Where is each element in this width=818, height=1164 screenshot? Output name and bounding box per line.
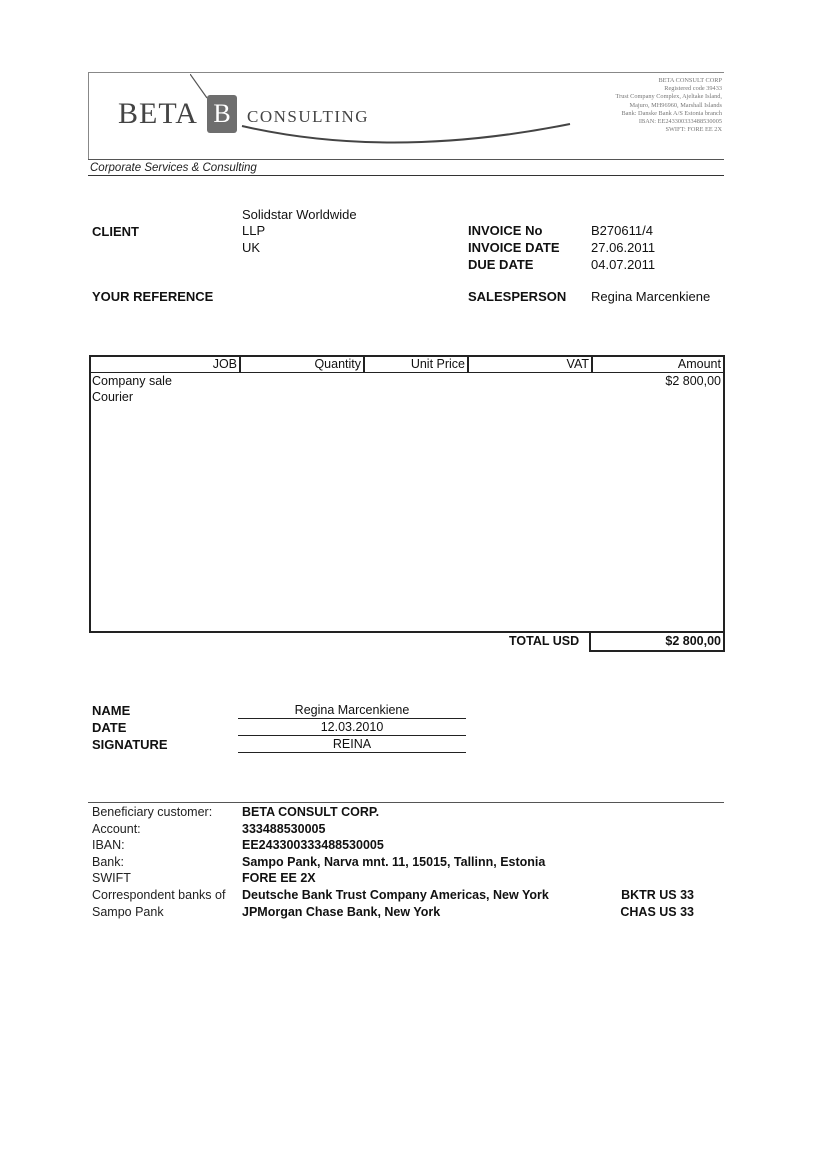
bank-value: BETA CONSULT CORP. <box>242 805 380 819</box>
signature-date: 12.03.2010 <box>320 720 384 734</box>
column-header-unit-price: Unit Price <box>365 357 469 373</box>
due-date-label: DUE DATE <box>468 257 534 272</box>
table-row-job: Company sale <box>92 374 172 388</box>
total-label: TOTAL USD <box>509 634 580 648</box>
signatory-name: Regina Marcenkiene <box>294 703 410 717</box>
bank-label: Beneficiary customer: <box>92 805 213 819</box>
invoice-number-label: INVOICE No <box>468 223 543 238</box>
bank-value: JPMorgan Chase Bank, New York <box>242 905 441 919</box>
due-date: 04.07.2011 <box>591 257 656 272</box>
bank-divider <box>88 802 724 803</box>
invoice-number: B270611/4 <box>591 223 653 238</box>
table-row-amount: $2 800,00 <box>665 374 721 388</box>
client-line: LLP <box>242 223 266 238</box>
signature-underline <box>238 752 466 753</box>
column-header-vat: VAT <box>469 357 593 373</box>
header-info-line: Majuro, MH96960, Marshall Islands <box>629 101 722 109</box>
salesperson-label: SALESPERSON <box>468 289 567 304</box>
bank-value: Sampo Pank, Narva mnt. 11, 15015, Tallinn, Estonia <box>242 855 546 869</box>
column-header-job: JOB <box>91 357 241 373</box>
signature-value: REINA <box>332 737 372 751</box>
header-divider <box>88 175 724 176</box>
date-label: DATE <box>92 720 127 735</box>
name-underline <box>238 718 466 719</box>
items-table <box>89 355 725 633</box>
header-divider <box>88 159 724 160</box>
client-line: Solidstar Worldwide <box>242 207 357 222</box>
bank-label: IBAN: <box>92 838 125 852</box>
bank-value: 333488530005 <box>242 822 326 836</box>
company-tagline: Corporate Services & Consulting <box>90 162 257 174</box>
bank-value: EE243300333488530005 <box>242 838 384 852</box>
header-info-line: Bank: Danske Bank A/S Estonia branch <box>621 109 722 117</box>
bank-value: Deutsche Bank Trust Company Americas, New York <box>242 888 549 902</box>
name-label: NAME <box>92 703 131 718</box>
header-info-line: Trust Company Complex, Ajeltake Island, <box>615 93 722 101</box>
logo-text-beta: BETA <box>118 97 198 130</box>
invoice-date-label: INVOICE DATE <box>468 240 560 255</box>
salesperson-name: Regina Marcenkiene <box>591 289 711 304</box>
header-info-line: Registered code 39433 <box>664 85 722 93</box>
bank-code: BKTR US 33 <box>621 888 694 902</box>
signature-label: SIGNATURE <box>92 737 168 752</box>
column-header-quantity: Quantity <box>241 357 365 373</box>
bank-label: SWIFT <box>92 871 131 885</box>
date-underline <box>238 735 466 736</box>
client-line: UK <box>242 240 261 255</box>
logo-text-consulting: CONSULTING <box>247 107 370 126</box>
reference-label: YOUR REFERENCE <box>92 289 214 304</box>
bank-label: Sampo Pank <box>92 905 164 919</box>
total-amount: $2 800,00 <box>589 633 725 652</box>
invoice-date: 27.06.2011 <box>591 240 656 255</box>
header-info-line: IBAN: EE243300333488530005 <box>638 118 722 126</box>
bank-label: Correspondent banks of <box>92 888 226 902</box>
bank-label: Bank: <box>92 855 124 869</box>
bank-code: CHAS US 33 <box>620 905 694 919</box>
bank-label: Account: <box>92 822 141 836</box>
column-header-amount: Amount <box>593 357 723 373</box>
table-row-job: Courier <box>92 390 133 404</box>
logo-mark: B <box>207 95 237 133</box>
header-info-line: SWIFT: FORE EE 2X <box>665 126 722 134</box>
company-header-info <box>522 77 722 134</box>
header-info-line: BETA CONSULT CORP <box>658 77 722 84</box>
client-label: CLIENT <box>92 224 139 239</box>
bank-value: FORE EE 2X <box>242 871 316 885</box>
